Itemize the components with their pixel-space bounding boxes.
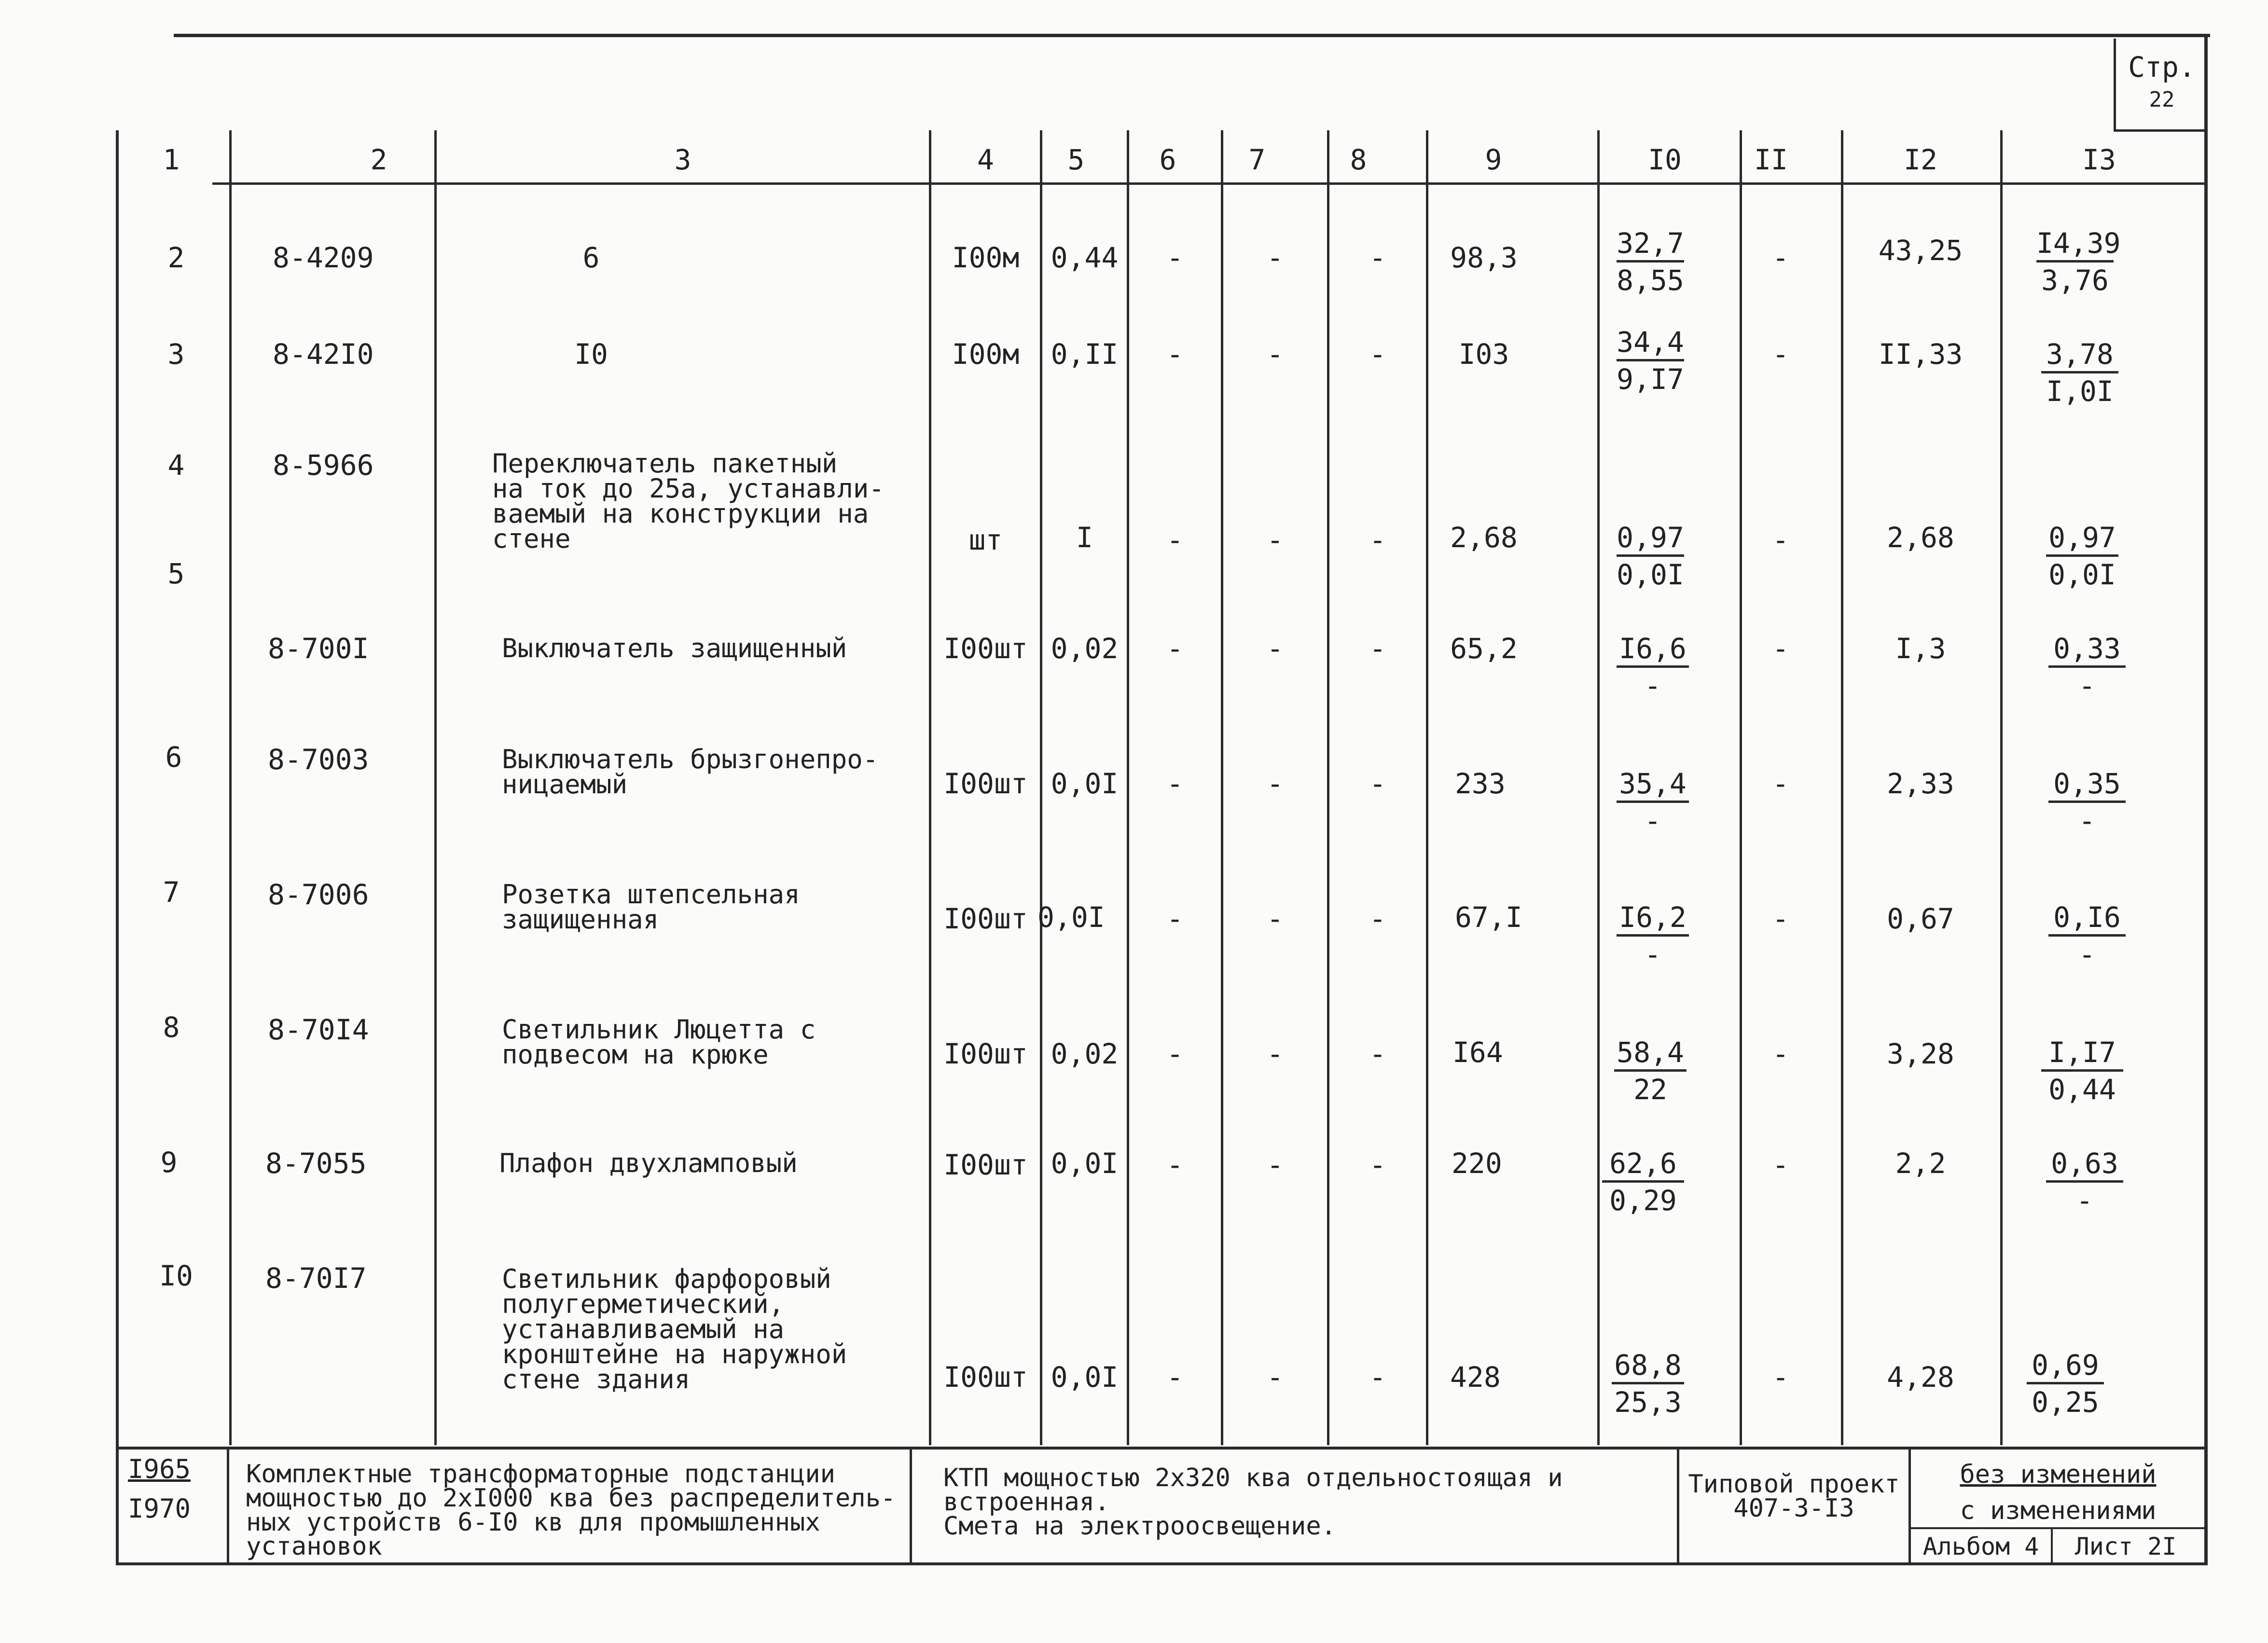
table-row-c8: - [1369, 632, 1386, 665]
table-row-unit: I00м [952, 338, 1020, 371]
table-row-unit: I00шт [943, 767, 1028, 800]
table-row-c11: - [1772, 1361, 1789, 1394]
table-row-qty: 0,II [1051, 338, 1119, 371]
c10-denominator: 25,3 [1614, 1386, 1682, 1419]
c13-numerator: I4,39 [2036, 229, 2114, 262]
table-row-c11: - [1772, 632, 1789, 665]
title-block-subject: КТП мощностью 2х320 ква отдельностоящая и встроенная. Смета на электроосвещение. [943, 1464, 1563, 1541]
c13-denominator: 0,0I [2048, 558, 2116, 591]
table-row-c9: 65,2 [1450, 632, 1518, 665]
c10-numerator: I6,2 [1617, 903, 1689, 937]
table-row-c10 [1602, 1149, 1684, 1215]
c10-numerator: 58,4 [1614, 1038, 1687, 1072]
table-row-c9: I03 [1458, 338, 1509, 371]
table-row-unit: I00шт [943, 1037, 1028, 1070]
table-row-c7: - [1267, 241, 1284, 274]
table-row-unit: I00шт [943, 902, 1028, 935]
table-row-name: 6 [582, 241, 600, 274]
year-top: I965 [128, 1454, 191, 1484]
table-row-code: 8-4209 [273, 241, 374, 274]
table-row-code: 8-700I [268, 632, 369, 665]
col-sep [229, 130, 232, 1445]
table-row-c12: 2,68 [1887, 521, 1954, 554]
table-row-no: 8 [163, 1011, 180, 1044]
page-box-left [2114, 39, 2116, 130]
c10-denominator: - [1644, 804, 1661, 837]
table-row-qty: 0,0I [1051, 767, 1119, 800]
c13-numerator: I,I7 [2041, 1038, 2123, 1072]
table-row-c10 [1617, 326, 1684, 396]
table-row-c7: - [1267, 1148, 1284, 1181]
c10-numerator: I6,6 [1617, 635, 1689, 668]
table-row-qty: 0,02 [1051, 632, 1119, 665]
top-border [174, 34, 2210, 37]
table-row-name: Светильник фарфоровый полугерметический, устанавливаемый на кронштейне на наружной стене здания [502, 1264, 847, 1394]
column-header: 2 [370, 143, 387, 176]
c13-numerator: 0,35 [2048, 770, 2126, 803]
table-row-c9: 98,3 [1450, 241, 1518, 274]
c13-numerator: 0,69 [2027, 1351, 2104, 1384]
table-row-name: I0 [574, 338, 608, 371]
table-row-c8: - [1369, 338, 1386, 371]
column-header: I0 [1648, 143, 1682, 176]
table-row-name: Светильник Люцетта с подвесом на крюке [502, 1014, 816, 1070]
table-row-c10 [1612, 1349, 1684, 1419]
project-number: 407-3-I3 [1733, 1494, 1854, 1523]
table-row-c8: - [1369, 524, 1386, 556]
col-sep [2000, 130, 2003, 1445]
table-row-c13 [2048, 632, 2126, 702]
table-row-qty: 0,0I [1051, 1147, 1119, 1180]
c10-numerator: 35,4 [1617, 770, 1689, 803]
status-line-2: с изменениями [1960, 1496, 2157, 1525]
c10-denominator: - [1644, 669, 1661, 702]
title-block-bottom [116, 1562, 2208, 1565]
c10-denominator: 9,I7 [1617, 363, 1684, 396]
table-row-c7: - [1267, 524, 1284, 556]
table-row-c13 [2027, 1349, 2104, 1419]
table-row-c12: 2,2 [1895, 1147, 1946, 1180]
column-header: 4 [977, 143, 994, 176]
table-row-c11: - [1772, 767, 1789, 800]
table-row-unit: I00шт [943, 1148, 1028, 1181]
column-header: II [1754, 143, 1788, 176]
title-block-top [116, 1447, 2208, 1450]
table-row-c7: - [1267, 338, 1284, 371]
table-row-c10 [1617, 227, 1684, 297]
project-label: Типовой проект [1688, 1470, 1900, 1499]
page-label: Стр. [2128, 51, 2196, 83]
tb-sep [910, 1448, 912, 1563]
table-row-unit: шт [968, 524, 1003, 556]
table-row-c8: - [1369, 241, 1386, 274]
column-header: 9 [1485, 143, 1502, 176]
sheet-label: Лист 2I [2074, 1533, 2177, 1560]
c10-numerator: 62,6 [1602, 1149, 1684, 1183]
left-border [116, 130, 119, 1563]
table-row-c7: - [1267, 1037, 1284, 1070]
table-row-c9: 2,68 [1450, 521, 1518, 554]
table-row-c11: - [1772, 241, 1789, 274]
column-header: 3 [674, 143, 691, 176]
column-header: I2 [1904, 143, 1937, 176]
table-row-no: 4 [167, 449, 185, 482]
table-row-c6: - [1166, 524, 1184, 556]
table-row-c11: - [1772, 338, 1789, 371]
table-row-c10 [1614, 1038, 1687, 1104]
table-row-c9: 67,I [1455, 901, 1522, 934]
table-row-no: 2 [167, 241, 185, 274]
table-row-code: 8-70I4 [268, 1013, 369, 1046]
column-header: 1 [163, 143, 180, 176]
col-sep [1426, 130, 1428, 1445]
page-number: 22 [2149, 87, 2175, 112]
table-row-c7: - [1267, 1361, 1284, 1394]
table-row-no: I0 [159, 1259, 193, 1292]
table-row-name: Плафон двухламповый [499, 1148, 798, 1178]
table-row-qty: 0,0I [1051, 1361, 1119, 1394]
c13-denominator: - [2076, 1184, 2093, 1217]
table-row-no: 6 [165, 741, 182, 773]
table-row-name: Переключатель пакетный на ток до 25а, устанавли- ваемый на конструкции на стене [492, 448, 885, 554]
table-row-c11: - [1772, 1148, 1789, 1181]
table-row-c13 [2048, 767, 2126, 837]
table-row-unit: I00шт [943, 1361, 1028, 1394]
table-row-no: 7 [163, 876, 180, 909]
table-row-c6: - [1166, 632, 1184, 665]
table-row-c13 [2046, 521, 2118, 591]
table-row-c9: 428 [1450, 1361, 1501, 1394]
table-row-unit: I00шт [943, 632, 1028, 665]
table-row-c12: 43,25 [1878, 234, 1963, 267]
c10-numerator: 32,7 [1617, 229, 1684, 262]
table-row-c7: - [1267, 767, 1284, 800]
table-row-c12: 3,28 [1887, 1037, 1954, 1070]
table-row-c6: - [1166, 1148, 1184, 1181]
column-header: 8 [1350, 143, 1367, 176]
table-row-c12: 4,28 [1887, 1361, 1954, 1394]
column-header: 5 [1067, 143, 1085, 176]
c13-denominator: 0,44 [2048, 1073, 2116, 1106]
table-row-c7: - [1267, 632, 1284, 665]
table-row-code: 8-7055 [265, 1147, 367, 1180]
table-row-no: 9 [160, 1146, 178, 1179]
tb-sep [2051, 1527, 2053, 1563]
album-label: Альбом 4 [1922, 1533, 2039, 1560]
page-box-bottom [2114, 129, 2208, 132]
c13-numerator: 0,97 [2046, 524, 2118, 557]
table-row-no: 3 [167, 338, 185, 371]
table-row-c12: 0,67 [1887, 902, 1954, 935]
table-row-c10 [1617, 632, 1689, 702]
table-row-c8: - [1369, 1037, 1386, 1070]
table-row-name: Розетка штепсельная защищенная [502, 879, 800, 935]
c10-denominator: 0,29 [1609, 1184, 1677, 1217]
c10-numerator: 34,4 [1617, 328, 1684, 361]
c13-denominator: - [2078, 669, 2096, 702]
table-row-c13 [2036, 227, 2121, 297]
column-header: 6 [1159, 143, 1176, 176]
column-header: 7 [1248, 143, 1266, 176]
table-row-qty: 0,0I [1037, 901, 1105, 934]
table-row-c10 [1617, 521, 1684, 591]
table-row-c6: - [1166, 767, 1184, 800]
tb-sep [227, 1448, 229, 1563]
table-row-code: 8-42I0 [273, 338, 374, 371]
table-row-code: 8-7003 [268, 743, 369, 776]
c10-numerator: 68,8 [1612, 1351, 1684, 1384]
table-row-c10 [1617, 767, 1689, 837]
table-row-c6: - [1166, 902, 1184, 935]
c13-denominator: - [2078, 804, 2096, 837]
table-row-c13 [2041, 338, 2118, 408]
table-row-c8: - [1369, 1148, 1386, 1181]
table-row-c9: 220 [1452, 1147, 1502, 1180]
table-row-c6: - [1166, 338, 1184, 371]
c10-numerator: 0,97 [1617, 524, 1684, 557]
c10-denominator: 8,55 [1617, 264, 1684, 297]
table-row-c9: I64 [1452, 1036, 1503, 1069]
c13-numerator: 0,33 [2048, 635, 2126, 668]
table-row-c8: - [1369, 767, 1386, 800]
table-row-c11: - [1772, 1037, 1789, 1070]
table-row-c6: - [1166, 1361, 1184, 1394]
title-block-description: Комплектные трансформаторные подстанции мощностью до 2хI000 ква без распределитель- ных устройств 6-I0 кв для промышленных установок [246, 1460, 896, 1561]
c13-denominator: 0,25 [2032, 1386, 2099, 1419]
year-bottom: I970 [128, 1493, 191, 1524]
table-row-c12: II,33 [1878, 338, 1963, 371]
right-border [2204, 34, 2208, 1563]
column-header: I3 [2082, 143, 2116, 176]
table-row-c13 [2041, 1038, 2123, 1104]
table-row-c8: - [1369, 1361, 1386, 1394]
col-sep [434, 130, 437, 1445]
table-row-c12: 2,33 [1887, 767, 1954, 800]
table-row-c6: - [1166, 1037, 1184, 1070]
c13-numerator: 0,I6 [2048, 903, 2126, 937]
table-row-qty: 0,44 [1051, 241, 1119, 274]
table-row-c6: - [1166, 241, 1184, 274]
c13-denominator: - [2078, 938, 2096, 971]
table-row-name: Выключатель защищенный [502, 633, 847, 663]
c10-denominator: 22 [1633, 1073, 1667, 1106]
table-row-qty: I [1076, 521, 1093, 554]
table-row-name: Выключатель брызгонепро- ницаемый [502, 744, 879, 800]
table-row-c8: - [1369, 902, 1386, 935]
c10-denominator: 0,0I [1617, 558, 1684, 591]
header-line [212, 182, 2205, 185]
table-row-qty: 0,02 [1051, 1037, 1119, 1070]
table-row-c13 [2046, 1149, 2123, 1215]
c13-denominator: 3,76 [2041, 264, 2109, 297]
table-row-c13 [2048, 901, 2126, 971]
table-row-code: 8-7006 [268, 878, 369, 911]
col-sep [1597, 130, 1600, 1445]
c13-numerator: 3,78 [2041, 340, 2118, 373]
table-row-c11: - [1772, 524, 1789, 556]
c10-denominator: - [1644, 938, 1661, 971]
table-row-c9: 233 [1455, 767, 1506, 800]
c13-numerator: 0,63 [2046, 1149, 2123, 1183]
c13-denominator: I,0I [2046, 375, 2114, 408]
table-row-code: 8-5966 [273, 449, 374, 482]
table-row-c10 [1617, 901, 1689, 971]
tb-sep [1910, 1527, 2208, 1529]
table-row-unit: I00м [952, 241, 1020, 274]
table-row-no: 5 [167, 557, 185, 590]
status-line-1: без изменений [1960, 1460, 2157, 1489]
table-row-c12: I,3 [1895, 632, 1946, 665]
table-row-code: 8-70I7 [265, 1262, 367, 1295]
table-row-c11: - [1772, 902, 1789, 935]
table-row-c7: - [1267, 902, 1284, 935]
